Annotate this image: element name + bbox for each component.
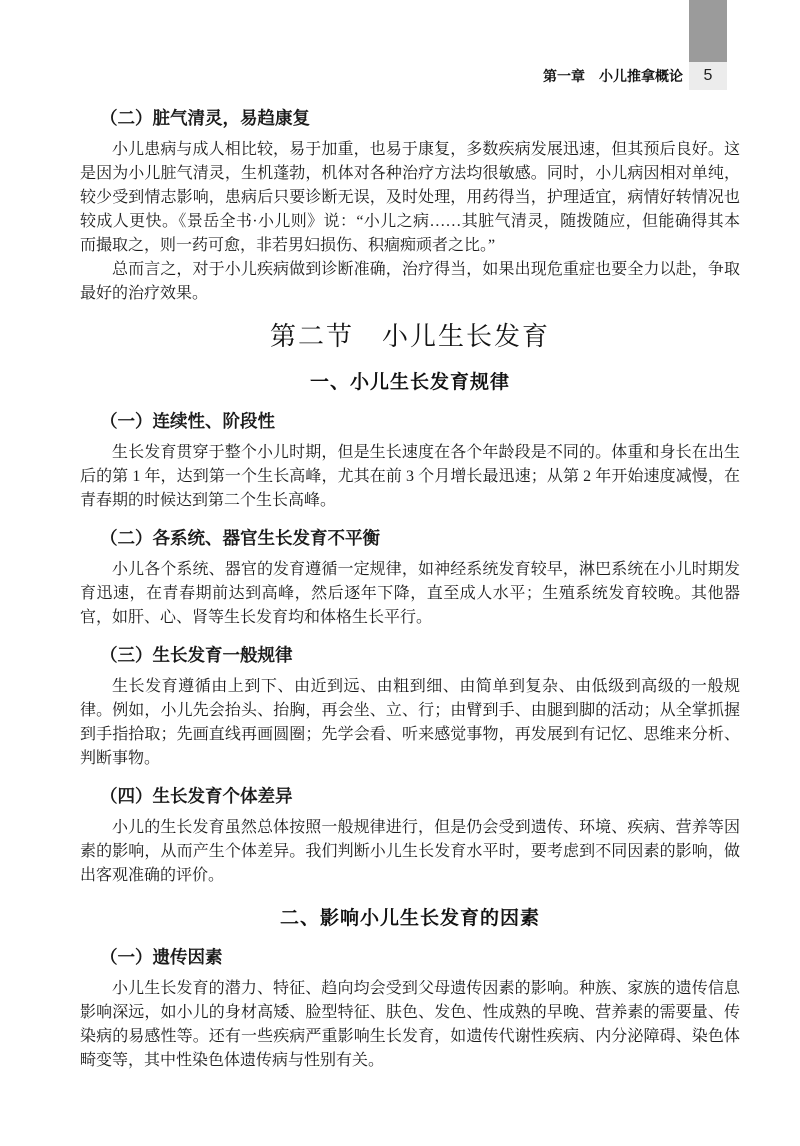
subsection-title-2: 二、影响小儿生长发育的因素 [279,908,540,929]
paragraph: 小儿的生长发育虽然总体按照一般规律进行，但是仍会受到遗传、环境、疾病、营养等因素的影响，从而产生个体差异。我们判断小儿生长发育水平时，要考虑到不同因素的影响，做出客观准确的评价。 [80,819,740,884]
subheading-general-rules: （三）生长发育一般规律 [100,645,293,665]
subheading-systems: （二）各系统、器官生长发育不平衡 [100,528,380,548]
page-content [80,90,740,1073]
chapter-tab-marker [689,0,727,62]
running-head: 第一章 小儿推拿概论 [543,68,683,84]
subsection-title-1: 一、小儿生长发育规律 [309,372,510,393]
paragraph: 小儿生长发育的潜力、特征、趋向均会受到父母遗传因素的影响。种族、家族的遗传信息影响深远，如小儿的身材高矮、脸型特征、肤色、发色、性成熟的早晚、营养素的需要量、传染病的易感性等。还有一些疾病严重影响生长发育，如遗传代谢性疾病、内分泌障碍、染色体畸变等，其中性染色体遗传病与性别有关。 [80,980,740,1069]
paragraph: 生长发育遵循由上到下、由近到远、由粗到细、由简单到复杂、由低级到高级的一般规律。例如，小儿先会抬头、抬胸，再会坐、立、行；由臂到手、由腿到脚的活动；从全掌抓握到手指拾取；先画直线再画圆圈；先学会看、听来感觉事物，再发展到有记忆、思维来分析、判断事物。 [80,678,740,767]
chapter-corner-tab [689,0,727,90]
subheading-genetic-factors: （一）遗传因素 [100,947,223,967]
paragraph: 小儿患病与成人相比较，易于加重，也易于康复，多数疾病发展迅速，但其预后良好。这是因为小儿脏气清灵，生机蓬勃，机体对各种治疗方法均很敏感。同时，小儿病因相对单纯，较少受到情志影响，患病后只要诊断无误，及时处理，用药得当，护理适宜，病情好转情况也较成人更快。《景岳全书·小儿则》说：“小儿之病……其脏气清灵，随拨随应，但能确得其本而撮取之，则一药可愈，非若男妇损伤、积痼痴顽者之比。” [80,141,740,254]
paragraph: 小儿各个系统、器官的发育遵循一定规律，如神经系统发育较早，淋巴系统在小儿时期发育迅速，在青春期前达到高峰，然后逐年下降，直至成人水平；生殖系统发育较晚。其他器官，如肝、心、肾等生长发育均和体格生长平行。 [80,561,740,626]
subheading-continuity: （一）连续性、阶段性 [100,411,275,431]
paragraph: 总而言之，对于小儿疾病做到诊断准确，治疗得当，如果出现危重症也要全力以赴，争取最好的治疗效果。 [80,261,740,302]
section-title: 第二节 小儿生长发育 [269,321,550,351]
subheading-zangqi: （二）脏气清灵，易趋康复 [100,108,310,128]
subheading-individual-difference: （四）生长发育个体差异 [100,786,293,806]
paragraph: 生长发育贯穿于整个小儿时期，但是生长速度在各个年龄段是不同的。体重和身长在出生后的第 1 年，达到第一个生长高峰，尤其在前 3 个月增长最迅速；从第 2 年开始速度减慢，在青春期的时候达到第二个生长高峰。 [80,444,740,509]
page-number: 5 [689,62,727,90]
